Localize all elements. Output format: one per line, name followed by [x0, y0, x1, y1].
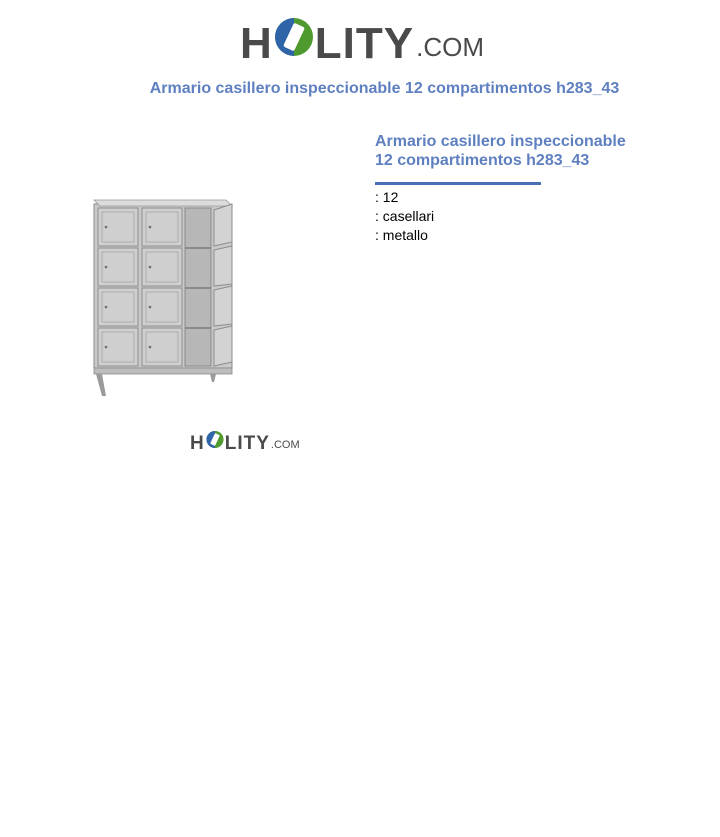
product-title-line-2: 12 compartimentos h283_43: [375, 152, 590, 169]
logo-letters-lity: LITY: [314, 19, 415, 68]
logo-letter-h: H: [240, 19, 273, 68]
page-title: Armario casillero inspeccionable 12 compartimentos h283_43: [149, 80, 620, 97]
holity-logo-small: [190, 429, 300, 454]
spec-line-material: : metallo: [375, 227, 428, 243]
holity-logo[interactable]: [240, 12, 482, 66]
logo-suffix: .COM: [416, 32, 484, 62]
spec-line-type: : casellari: [375, 208, 435, 224]
logo-small-wordmark: [190, 430, 270, 453]
logo-small-suffix: .COM: [270, 439, 300, 451]
product-info: [375, 132, 675, 245]
logo-small-o-icon: [206, 430, 224, 453]
logo-wordmark: [240, 16, 414, 66]
locker-cabinet-image: [86, 196, 246, 402]
product-title-line-1: Armario casillero inspeccionable: [375, 133, 626, 150]
product-title: [375, 132, 675, 170]
spec-line-quantity: : 12: [375, 189, 399, 205]
logo-small-letters-lity: LITY: [224, 433, 270, 454]
logo-o-icon: [274, 16, 314, 66]
title-divider: [375, 182, 541, 185]
logo-small-letter-h: H: [190, 433, 205, 454]
